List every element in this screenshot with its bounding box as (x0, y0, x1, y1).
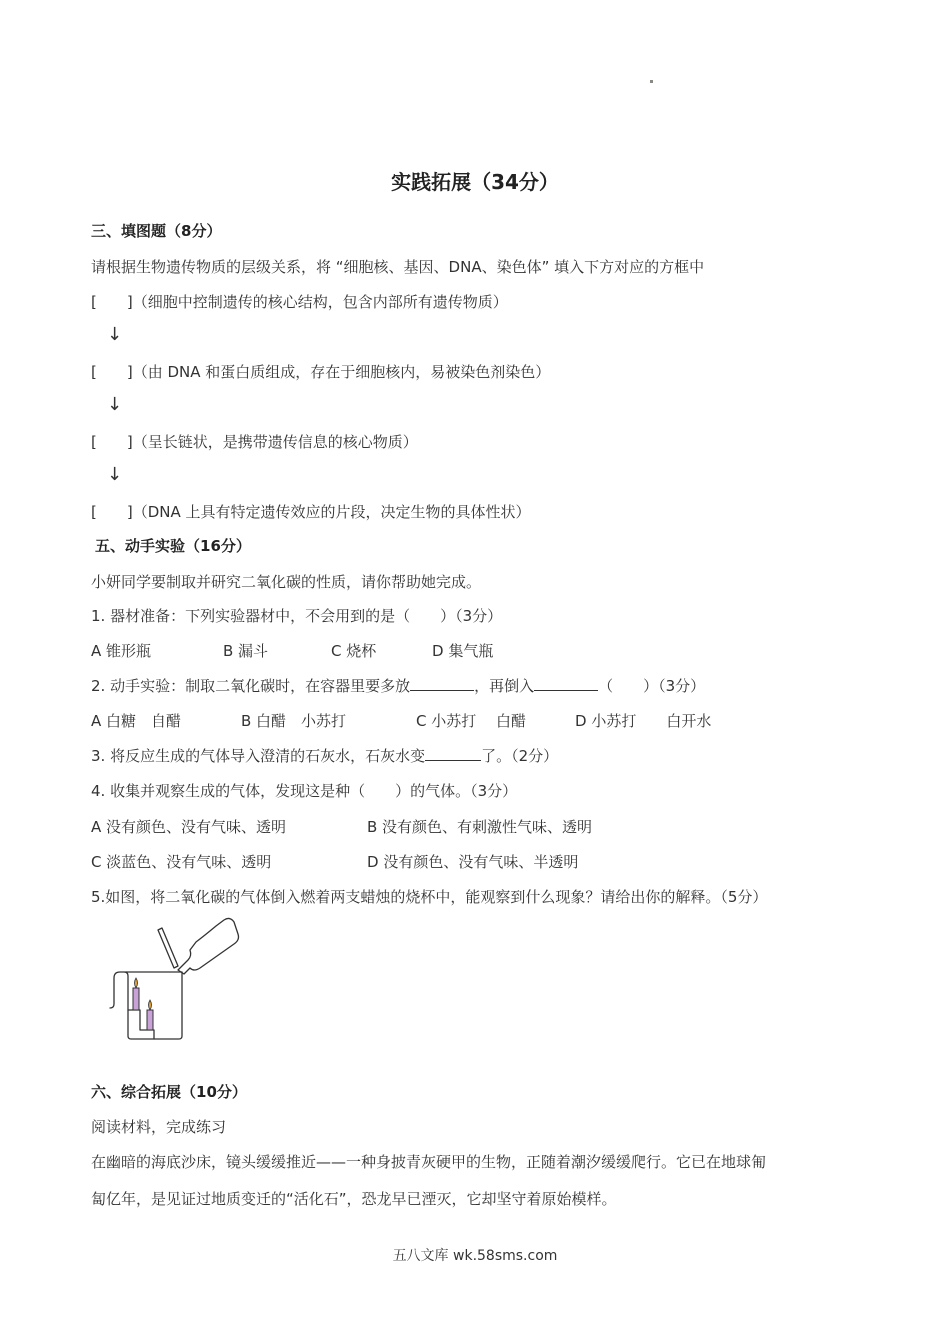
section6-intro: 阅读材料，完成练习 (91, 1118, 227, 1136)
q4-option-d[interactable]: D 没有颜色、没有气味、半透明 (367, 853, 579, 871)
q1-option-c[interactable]: C 烧杯 (331, 642, 377, 660)
page-title: 实践拓展（34分） (391, 170, 559, 194)
section5-heading: 五、动手实验（16分） (95, 537, 251, 555)
down-arrow-icon: ↓ (107, 394, 123, 415)
level-desc: （呈长链状，是携带遗传信息的核心物质） (132, 433, 418, 451)
q4-text: 4. 收集并观察生成的气体，发现这是种（ ）的气体。（3分） (91, 782, 518, 800)
q2-option-d[interactable]: D 小苏打 白开水 (575, 712, 712, 730)
section5-intro: 小妍同学要制取并研究二氧化碳的性质，请你帮助她完成。 (91, 573, 482, 591)
q1-text: 1. 器材准备：下列实验器材中，不会用到的是（ ）（3分） (91, 607, 503, 625)
passage-line-2: 匐亿年，是见证过地质变迁的“活化石”，恐龙早已湮灭，它却坚守着原始模样。 (91, 1190, 617, 1208)
level-desc: （DNA 上具有特定遗传效应的片段，决定生物的具体性状） (132, 503, 531, 521)
q2-option-a[interactable]: A 白糖 自醋 (91, 712, 182, 730)
q2-option-c[interactable]: C 小苏打 白醋 (416, 712, 527, 730)
level-row-2 (91, 361, 550, 382)
section3-instruction: 请根据生物遗传物质的层级关系，将 “细胞核、基因、DNA、染色体” 填入下方对应的方框中 (91, 258, 705, 276)
answer-bracket[interactable]: [ ] (91, 433, 133, 451)
level-row-3 (91, 431, 418, 452)
answer-bracket[interactable]: [ ] (91, 503, 133, 521)
down-arrow-icon: ↓ (107, 464, 123, 485)
q1-option-a[interactable]: A 锥形瓶 (91, 642, 152, 660)
answer-bracket[interactable]: [ ] (91, 363, 133, 381)
level-desc: （由 DNA 和蛋白质组成，存在于细胞核内，易被染色剂染色） (132, 363, 551, 381)
q2-blank-1[interactable] (410, 676, 474, 691)
q1-option-d[interactable]: D 集气瓶 (432, 642, 494, 660)
down-arrow-icon: ↓ (107, 324, 123, 345)
section6-heading: 六、综合拓展（10分） (91, 1083, 247, 1101)
level-row-1 (91, 291, 508, 312)
q5-text: 5.如图，将二氧化碳的气体倒入燃着两支蜡烛的烧杯中，能观察到什么现象？请给出你的解释。（5分） (91, 888, 768, 906)
q4-option-a[interactable]: A 没有颜色、没有气味、透明 (91, 818, 287, 836)
beaker-candle-icon (100, 912, 250, 1042)
q3-blank[interactable] (425, 746, 481, 761)
q2-text: 2. 动手实验：制取二氧化碳时，在容器里要多放 ，再倒入 （ ）（3分） (91, 677, 706, 695)
level-desc: （细胞中控制遗传的核心结构，包含内部所有遗传物质） (132, 293, 508, 311)
page-mark (650, 80, 653, 83)
q1-option-b[interactable]: B 漏斗 (223, 642, 269, 660)
section3-heading: 三、填图题（8分） (91, 222, 222, 240)
answer-bracket[interactable]: [ ] (91, 293, 133, 311)
passage-line-1: 在幽暗的海底沙床，镜头缓缓推近——一种身披青灰硬甲的生物，正随着潮汐缓缓爬行。它已在地球匍 (91, 1153, 767, 1171)
q2-option-b[interactable]: B 白醋 小苏打 (241, 712, 347, 730)
q4-option-c[interactable]: C 淡蓝色、没有气味、透明 (91, 853, 272, 871)
q4-option-b[interactable]: B 没有颜色、有刺激性气味、透明 (367, 818, 593, 836)
q3-text: 3. 将反应生成的气体导入澄清的石灰水，石灰水变 了。（2分） (91, 747, 559, 765)
experiment-figure (100, 912, 250, 1046)
level-row-4 (91, 501, 531, 522)
footer-watermark: 五八文库 wk.58sms.com (392, 1248, 558, 1264)
q2-blank-2[interactable] (534, 676, 598, 691)
